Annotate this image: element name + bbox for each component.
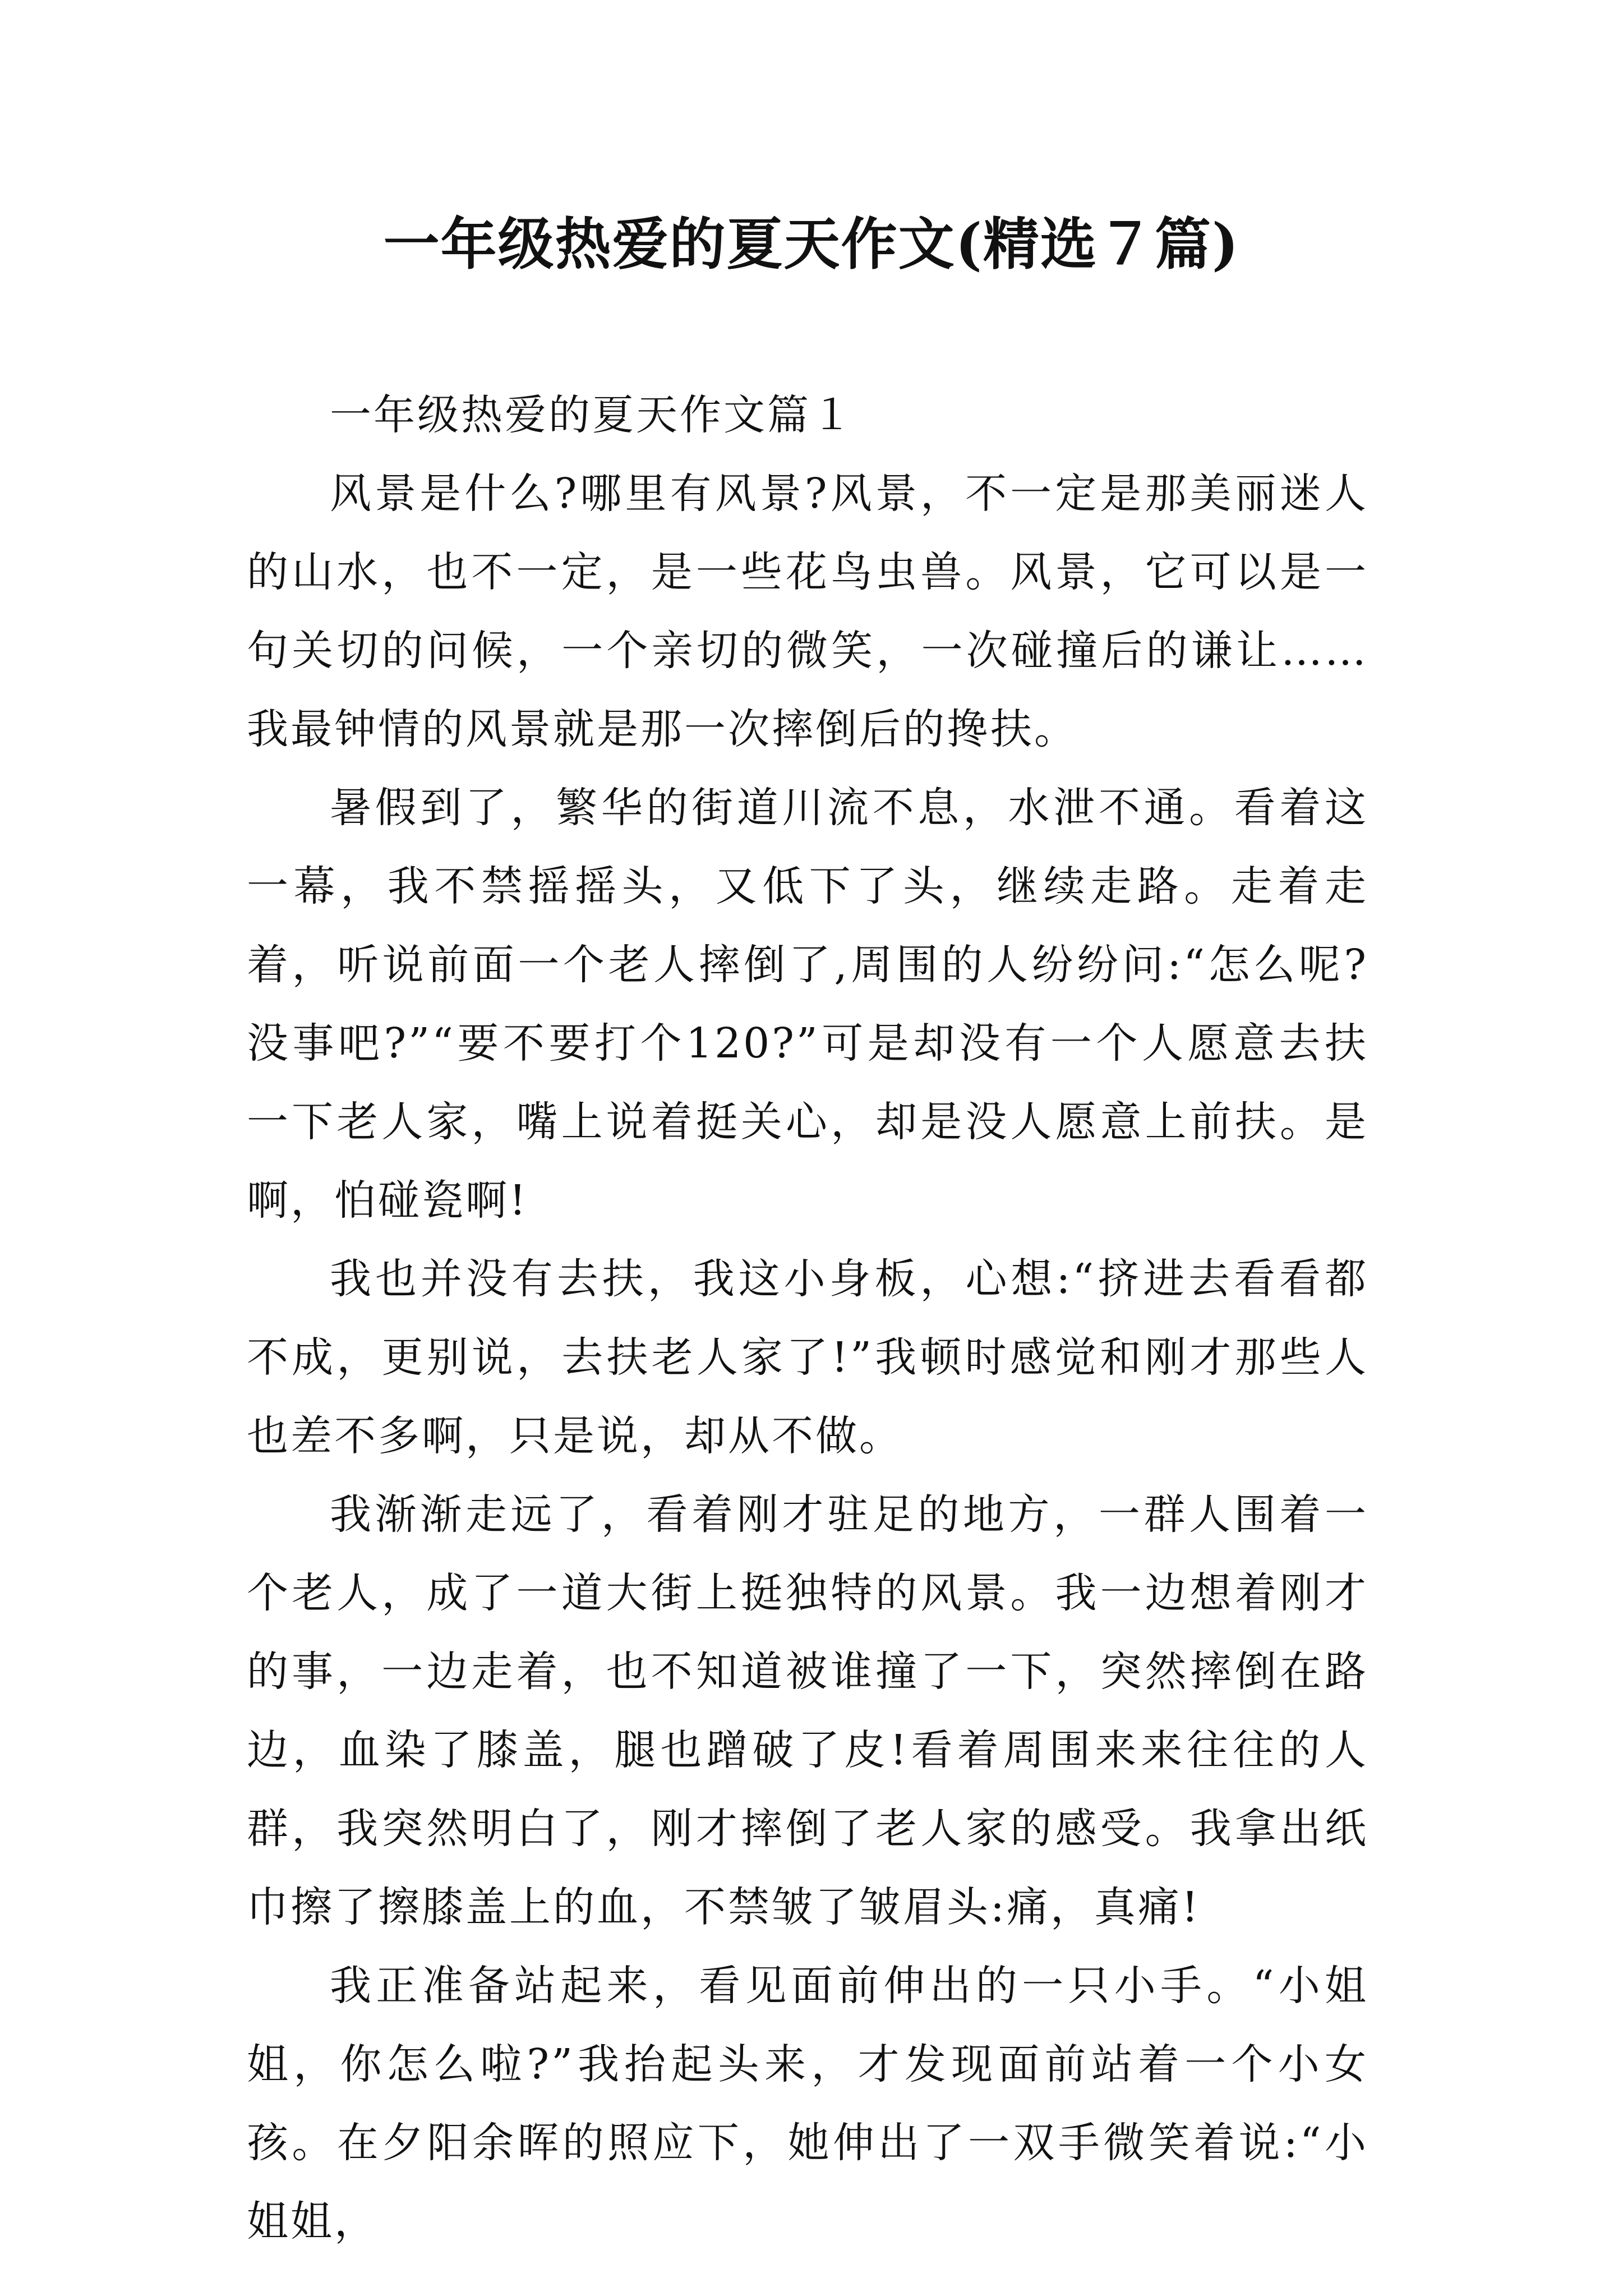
- paragraph-1: 风景是什么?哪里有风景?风景，不一定是那美丽迷人的山水，也不一定，是一些花鸟虫兽。风景，它可以是一句关切的问候，一个亲切的微笑，一次碰撞后的谦让……我最钟情的风景就是那一次摔倒后的搀扶。: [247, 470, 1368, 753]
- paragraph-2: 暑假到了，繁华的街道川流不息，水泄不通。看着这一幕，我不禁摇摇头，又低下了头，继续走路。走着走着，听说前面一个老人摔倒了,周围的人纷纷问:“怎么呢?没事吧?”“要不要打个120?”可是却没有一个人愿意去扶一下老人家，嘴上说着挺关心，却是没人愿意上前扶。是啊，怕碰瓷啊!: [247, 784, 1368, 1225]
- document-body: [247, 376, 1368, 2261]
- paragraph-3: 我也并没有去扶，我这小身板，心想:“挤进去看看都不成，更别说，去扶老人家了!”我顿时感觉和刚才那些人也差不多啊，只是说，却从不做。: [247, 1255, 1368, 1460]
- paragraph-4: 我渐渐走远了，看着刚才驻足的地方，一群人围着一个老人，成了一道大街上挺独特的风景。我一边想着刚才的事，一边走着，也不知道被谁撞了一下，突然摔倒在路边，血染了膝盖，腿也蹭破了皮!看着周围来来往往的人群，我突然明白了，刚才摔倒了老人家的感受。我拿出纸巾擦了擦膝盖上的血，不禁皱了皱眉头:痛，真痛!: [247, 1490, 1368, 1931]
- paragraph-5: 我正准备站起来，看见面前伸出的一只小手。“小姐姐，你怎么啦?”我抬起头来，才发现面前站着一个小女孩。在夕阳余晖的照应下，她伸出了一双手微笑着说:“小姐姐，: [247, 1962, 1368, 2246]
- section-heading: 一年级热爱的夏天作文篇１: [330, 391, 855, 439]
- document-title: 一年级热爱的夏天作文(精选７篇): [383, 211, 1240, 277]
